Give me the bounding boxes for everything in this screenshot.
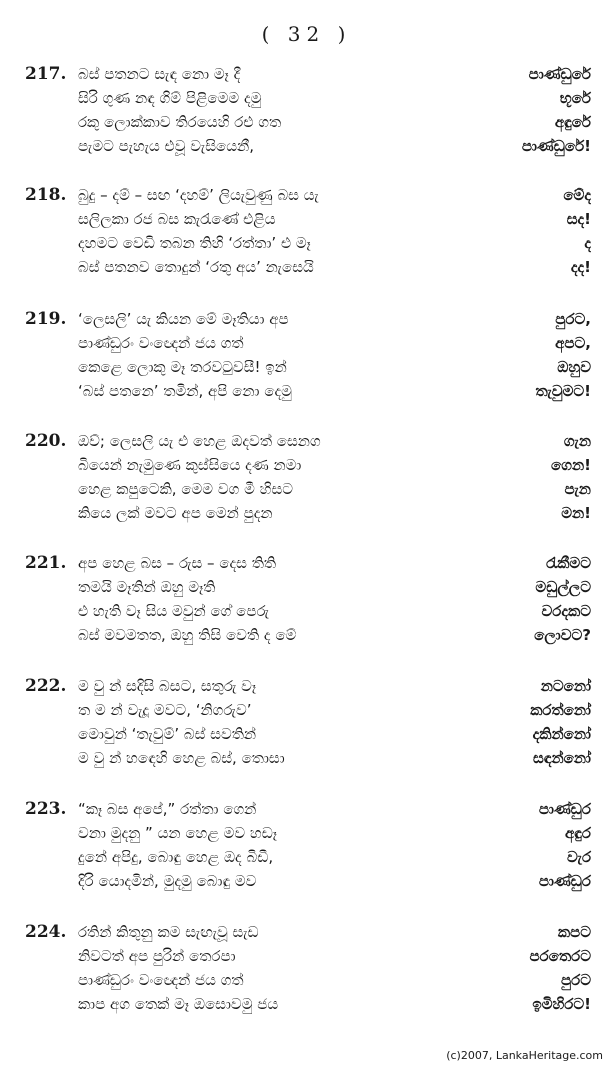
verse-end-word: අඳුරේ — [554, 113, 591, 131]
verse-stanza — [0, 551, 613, 647]
verse-text: අප හෙළ බස – රුස – දෙස තිති — [78, 554, 277, 572]
verse-stanza — [0, 307, 613, 403]
verse-end-word: මේද — [563, 186, 591, 204]
verse-text: සිරි ගුණ නඳ ගිම් පිළිමෙම දමු — [78, 89, 262, 107]
verse-line — [0, 944, 613, 968]
verse-line — [0, 134, 613, 158]
verse-text: නිවටත් අප පුරින් තෙරපා — [78, 947, 236, 965]
verse-stanza — [0, 183, 613, 279]
verse-text: බස් මවමතත, ඔහු තිසි වෙති ද මේ — [78, 626, 297, 644]
verse-end-word: මන! — [561, 504, 591, 522]
verse-line — [0, 869, 613, 893]
verse-text: බුදු – දම් – සඟ ‘දහම්’ ලියැවුණු බස යැ — [78, 186, 319, 204]
verse-line — [0, 429, 613, 453]
verse-stanza — [0, 674, 613, 770]
verse-text: බියෙන් නැමුණෙ කුස්සියෙ දණ නමා — [78, 456, 302, 474]
verse-line — [0, 845, 613, 869]
verse-text: රකු ලොක්කාව තිරයෙහි රළු ගත — [78, 113, 282, 131]
verse-text: මොවුන් ‘තැවුම්’ බස් සවතින් — [78, 725, 257, 743]
verse-number: 217. — [25, 64, 67, 84]
verse-end-word: වරදකට — [541, 602, 591, 620]
verse-line — [0, 231, 613, 255]
verse-line — [0, 797, 613, 821]
verse-line — [0, 623, 613, 647]
verse-line — [0, 379, 613, 403]
verse-line — [0, 501, 613, 525]
verse-text: සලිලකා රජ බස කැරැණේ එළිය — [78, 210, 276, 228]
verse-end-word: පාණ්ඩුර — [538, 872, 591, 890]
verse-text: හෙළ කපුටෙකි, මෙම වග මී හිසට — [78, 480, 294, 498]
verse-line — [0, 207, 613, 231]
verse-end-word: දද! — [570, 258, 591, 276]
verse-end-word: පාණ්ඩුර — [538, 800, 591, 818]
verse-end-word: ගෙන! — [551, 456, 591, 474]
verse-end-word: කරත්නෝ — [530, 701, 591, 719]
verse-end-word: දකින්නෝ — [532, 725, 591, 743]
verse-number: 219. — [25, 309, 67, 329]
verse-end-word: ඔහුව — [557, 358, 591, 376]
verse-text: වනා මුදනු ” යන හෙළ මව හඩෑ — [78, 824, 278, 842]
verse-stanza — [0, 797, 613, 893]
verse-line — [0, 307, 613, 331]
verse-line — [0, 183, 613, 207]
verse-text: ම වු න් හඳෙහි හෙළ බස්, තොසා — [78, 749, 285, 767]
verse-end-word: පාණ්ඩුරේ — [528, 65, 591, 83]
verse-line — [0, 698, 613, 722]
verse-line — [0, 255, 613, 279]
verse-line — [0, 62, 613, 86]
verse-end-word: පැන — [564, 480, 591, 498]
verse-end-word: ඉමිහිරට! — [532, 995, 591, 1013]
verse-end-word: පුරට, — [555, 310, 591, 328]
verse-line — [0, 920, 613, 944]
verse-stanza — [0, 429, 613, 525]
verse-stanza — [0, 920, 613, 1016]
verse-end-word: නටනෝ — [540, 677, 591, 695]
verse-line — [0, 331, 613, 355]
verse-text: තමයි මෑතින් ඔහු මෑති — [78, 578, 216, 596]
verse-end-word: වැර — [566, 848, 591, 866]
verse-text: “කෑ බස අපේ,” රත්තා ගෙන් — [78, 800, 257, 818]
verse-number: 223. — [25, 799, 67, 819]
page-number: ( 32 ) — [261, 22, 352, 46]
verse-line — [0, 453, 613, 477]
verse-line — [0, 110, 613, 134]
verse-text: ම වු න් සදිසි බසට, සතුරු වෑ — [78, 677, 257, 695]
copyright-footer: (c)2007, LankaHeritage.com — [446, 1049, 603, 1062]
verse-line — [0, 968, 613, 992]
verse-stanza — [0, 62, 613, 158]
verse-text: බස් පතනට සැඳ නො මෑ දී — [78, 65, 241, 83]
verse-end-word: පාණ්ඩුරේ! — [521, 137, 591, 155]
verse-text: රතින් කිතුනු කම සැඟැවූ සැඩ — [78, 923, 259, 941]
verse-line — [0, 746, 613, 770]
verse-line — [0, 575, 613, 599]
verse-text: දිරි යොදමින්, මුදමු බොඳු මව — [78, 872, 257, 890]
verse-text: ‘ලෙසලි’ යැ කියන මේ මෑතියා අප — [78, 310, 289, 328]
verse-line — [0, 477, 613, 501]
verse-line — [0, 355, 613, 379]
verse-text: ‘බස් පතනෙ’ තමින්, අපි නො දෙමු — [78, 382, 292, 400]
verse-number: 224. — [25, 922, 67, 942]
verse-end-word: භූරේ — [559, 89, 591, 107]
verse-line — [0, 86, 613, 110]
verse-end-word: ගැන — [563, 432, 591, 450]
verse-end-word: මඩුල්ලට — [535, 578, 591, 596]
verse-text: කියෙ ලක් මවට අප මෙන් පුදන — [78, 504, 273, 522]
verse-text: ඔව්; ලෙසලි යැ එ හෙළ ඔදවත් සෙනග — [78, 432, 321, 450]
verse-text: දුනේ අපිදු, බොඳු හෙළ ඔද බිඩී, — [78, 848, 274, 866]
verse-end-word: පුරට — [560, 971, 591, 989]
verse-text: පැමට පැහැය එවූ වැසියෙනී, — [78, 137, 254, 155]
verse-end-word: සඳන්නෝ — [533, 749, 591, 767]
verse-text: පාණ්ඩුරං වංඥෙන් ජය ගත් — [78, 971, 244, 989]
verse-end-word: අපට, — [555, 334, 591, 352]
verse-number: 220. — [25, 431, 67, 451]
verse-text: බස් පතනව තොදුන් ‘රතු අය’ නැසෙයි — [78, 258, 314, 276]
verse-line — [0, 821, 613, 845]
verse-number: 221. — [25, 553, 67, 573]
verse-end-word: ලොවට? — [534, 626, 591, 644]
verse-end-word: කපට — [557, 923, 591, 941]
verse-text: කාප අග තෙක් මෑ ඔසොවමු ජය — [78, 995, 279, 1013]
verse-end-word: ද — [584, 234, 591, 252]
verse-text: පාණ්ඩුරං වංඥෙන් ජය ගත් — [78, 334, 244, 352]
verse-line — [0, 551, 613, 575]
verse-text: ත ම න් වැදූ මවට, ‘නිගරුව’ — [78, 701, 252, 719]
verse-line — [0, 992, 613, 1016]
verse-end-word: පරතෙරට — [529, 947, 591, 965]
verse-text: එ හැති වෑ සිය මවුන් ගේ පෙරු — [78, 602, 270, 620]
verse-number: 222. — [25, 676, 67, 696]
verse-end-word: සද! — [566, 210, 591, 228]
verse-text: දහමට වෙඩි තබන තිහි ‘රත්තා’ එ මෑ — [78, 234, 311, 252]
verse-text: කෙළෙ ලොකු මෑ තරවටුවසී! ඉන් — [78, 358, 287, 376]
verse-line — [0, 674, 613, 698]
verse-end-word: තැවුමට! — [535, 382, 591, 400]
verse-number: 218. — [25, 185, 67, 205]
verse-end-word: රැකීමට — [546, 554, 591, 572]
verse-line — [0, 599, 613, 623]
verse-end-word: අඳුර — [565, 824, 591, 842]
verse-line — [0, 722, 613, 746]
